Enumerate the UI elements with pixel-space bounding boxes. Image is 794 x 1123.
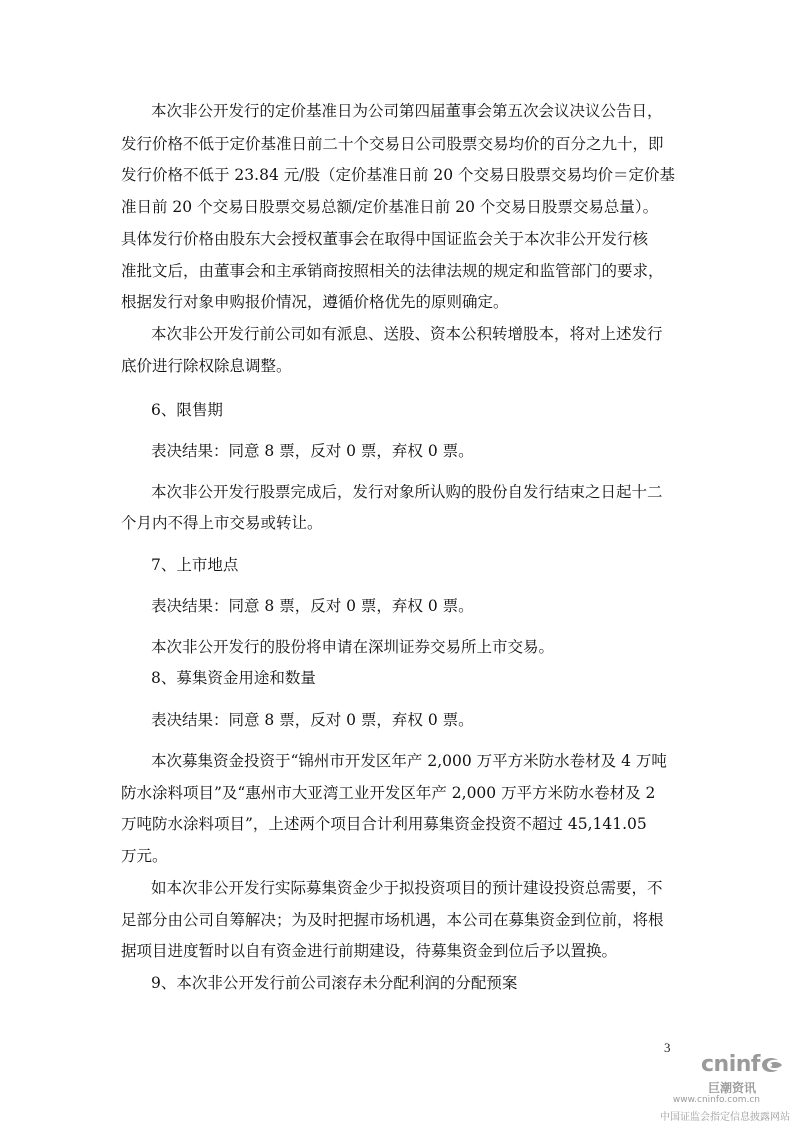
section-heading: 9、本次非公开发行前公司滚存未分配利润的分配预案 — [151, 974, 518, 992]
paragraph-line: 万吨防水涂料项目”，上述两个项目合计利用募集资金投资不超过 45,141.05 — [121, 815, 647, 833]
paragraph-line: 防水涂料项目”及“惠州市大亚湾工业开发区年产 2,000 万平方米防水卷材及 2 — [121, 784, 656, 802]
section-heading: 8、募集资金用途和数量 — [151, 669, 316, 687]
paragraph-line: 根据发行对象申购报价情况，遵循价格优先的原则确定。 — [121, 293, 509, 311]
section-heading: 7、上市地点 — [151, 556, 239, 574]
section-heading: 6、限售期 — [151, 401, 223, 419]
paragraph-line: 底价进行除权除息调整。 — [121, 357, 292, 375]
paragraph-line: 万元。 — [121, 847, 168, 865]
paragraph-line: 如本次非公开发行实际募集资金少于拟投资项目的预计建设投资总需要，不 — [151, 879, 663, 897]
paragraph-line: 具体发行价格由股东大会授权董事会在取得中国证监会关于本次非公开发行核 — [121, 230, 649, 248]
paragraph-line: 本次非公开发行的定价基准日为公司第四届董事会第五次会议决议公告日， — [151, 102, 663, 120]
paragraph-line: 发行价格不低于定价基准日前二十个交易日公司股票交易均价的百分之九十，即 — [121, 135, 664, 153]
cninfo-logo — [648, 1050, 794, 1123]
paragraph-line: 个月内不得上市交易或转让。 — [121, 514, 323, 532]
vote-result: 表决结果：同意 8 票，反对 0 票，弃权 0 票。 — [151, 711, 474, 729]
vote-result: 表决结果：同意 8 票，反对 0 票，弃权 0 票。 — [151, 442, 474, 460]
logo-site-caption: 中国证监会指定信息披露网站 — [660, 1112, 790, 1123]
logo-url: www.cninfo.com.cn — [672, 1095, 760, 1105]
paragraph-line: 准日前 20 个交易日股票交易总额/定价基准日前 20 个交易日股票交易总量）。 — [121, 198, 659, 216]
paragraph-line: 本次非公开发行前公司如有派息、送股、资本公积转增股本，将对上述发行 — [151, 325, 663, 343]
paragraph-line: 准批文后，由董事会和主承销商按照相关的法律法规的规定和监管部门的要求， — [121, 262, 664, 280]
cninfo-swirl-icon — [758, 1054, 784, 1076]
page-number: 3 — [664, 1040, 671, 1055]
logo-wordmark: cninf — [701, 1052, 760, 1077]
paragraph-line: 据项目进度暂时以自有资金进行前期建设，待募集资金到位后予以置换。 — [121, 942, 618, 960]
paragraph-line: 足部分由公司自筹解决；为及时把握市场机遇，本公司在募集资金到位前，将根 — [121, 911, 664, 929]
vote-result: 表决结果：同意 8 票，反对 0 票，弃权 0 票。 — [151, 597, 474, 615]
logo-chinese-name: 巨潮资讯 — [707, 1081, 756, 1095]
paragraph-line: 本次募集资金投资于“锦州市开发区年产 2,000 万平方米防水卷材及 4 万吨 — [151, 752, 667, 770]
paragraph-line: 发行价格不低于 23.84 元/股（定价基准日前 20 个交易日股票交易均价＝定价基 — [121, 166, 676, 184]
paragraph-line: 本次非公开发行股票完成后，发行对象所认购的股份自发行结束之日起十二 — [151, 483, 663, 501]
paragraph-line: 本次非公开发行的股份将申请在深圳证券交易所上市交易。 — [151, 638, 555, 656]
